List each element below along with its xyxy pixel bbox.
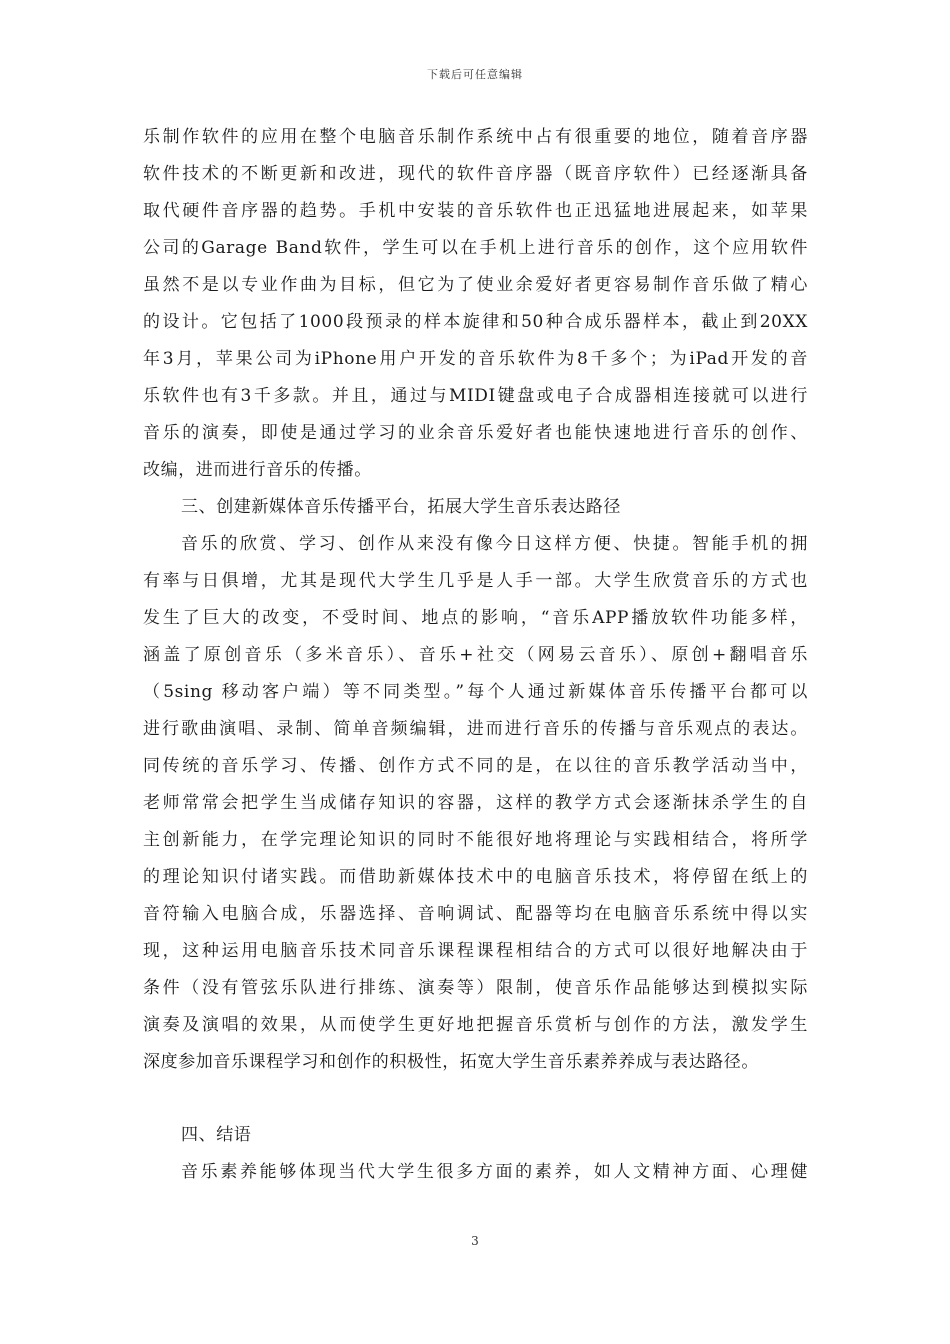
text-line: 发生了巨大的改变，不受时间、地点的影响，“音乐APP播放软件功能多样， (143, 608, 808, 628)
paragraph-section-3 (143, 526, 808, 1081)
section-heading-3: 三、创建新媒体音乐传播平台，拓展大学生音乐表达路径 (181, 497, 621, 517)
text-line: 音乐素养能够体现当代大学生很多方面的素养，如人文精神方面、心理健 (181, 1162, 808, 1182)
document-body (143, 119, 808, 1191)
text-line: 的设计。它包括了1000段预录的样本旋律和50种合成乐器样本，截止到20XX (143, 312, 808, 332)
text-line: 年3月，苹果公司为iPhone用户开发的音乐软件为8千多个；为iPad开发的音 (143, 349, 808, 369)
text-line: 改编，进而进行音乐的传播。 (143, 460, 372, 480)
text-line: 涵盖了原创音乐（多米音乐）、音乐+社交（网易云音乐）、原创+翻唱音乐 (143, 645, 808, 665)
page-header: 下载后可任意编辑 (427, 68, 523, 81)
text-line: （5sing 移动客户端）等不同类型。”每个人通过新媒体音乐传播平台都可以 (143, 682, 808, 702)
blank-line (143, 1081, 808, 1117)
section-heading-4: 四、结语 (181, 1125, 252, 1145)
text-line: 乐软件也有3千多款。并且，通过与MIDI键盘或电子合成器相连接就可以进行 (143, 386, 808, 406)
text-line: 同传统的音乐学习、传播、创作方式不同的是，在以往的音乐教学活动当中， (143, 756, 808, 776)
text-line: 现，这种运用电脑音乐技术同音乐课程课程相结合的方式可以很好地解决由于 (143, 941, 808, 961)
text-line: 软件技术的不断更新和改进，现代的软件音序器（既音序软件）已经逐渐具备 (143, 164, 808, 184)
text-line: 进行歌曲演唱、录制、简单音频编辑，进而进行音乐的传播与音乐观点的表达。 (143, 719, 808, 739)
page-number: 3 (471, 1234, 479, 1248)
text-line: 音乐的演奏，即使是通过学习的业余音乐爱好者也能快速地进行音乐的创作、 (143, 423, 808, 443)
text-line: 主创新能力，在学完理论知识的同时不能很好地将理论与实践相结合，将所学 (143, 830, 808, 850)
text-line: 演奏及演唱的效果，从而使学生更好地把握音乐赏析与创作的方法，激发学生 (143, 1015, 808, 1035)
text-line: 乐制作软件的应用在整个电脑音乐制作系统中占有很重要的地位，随着音序器 (143, 127, 808, 147)
paragraph-conclusion (143, 1154, 808, 1191)
text-line: 有率与日俱增，尤其是现代大学生几乎是人手一部。大学生欣赏音乐的方式也 (143, 571, 808, 591)
paragraph-continuation (143, 119, 808, 489)
text-line: 的理论知识付诸实践。而借助新媒体技术中的电脑音乐技术，将停留在纸上的 (143, 867, 808, 887)
text-line: 虽然不是以专业作曲为目标，但它为了使业余爱好者更容易制作音乐做了精心 (143, 275, 808, 295)
text-line: 老师常常会把学生当成储存知识的容器，这样的教学方式会逐渐抹杀学生的自 (143, 793, 808, 813)
text-line: 音符输入电脑合成，乐器选择、音响调试、配器等均在电脑音乐系统中得以实 (143, 904, 808, 924)
text-line: 取代硬件音序器的趋势。手机中安装的音乐软件也正迅猛地进展起来，如苹果 (143, 201, 808, 221)
text-line: 音乐的欣赏、学习、创作从来没有像今日这样方便、快捷。智能手机的拥 (181, 534, 808, 554)
text-line: 深度参加音乐课程学习和创作的积极性，拓宽大学生音乐素养养成与表达路径。 (143, 1052, 759, 1072)
text-line: 条件（没有管弦乐队进行排练、演奏等）限制，使音乐作品能够达到模拟实际 (143, 978, 808, 998)
text-line: 公司的Garage Band软件，学生可以在手机上进行音乐的创作，这个应用软件 (143, 238, 808, 258)
